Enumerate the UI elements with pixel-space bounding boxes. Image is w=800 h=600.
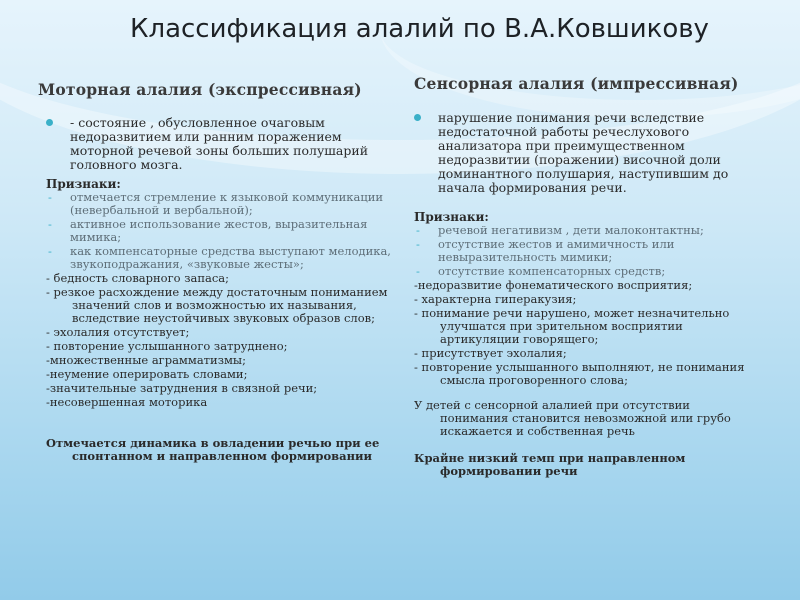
motor-alalia-definition (46, 116, 391, 172)
list-item: - речевой негативизм , дети малоконтактны; (414, 224, 754, 237)
list-item: - резкое расхождение между достаточным пониманием значений слов и возможностью их называния, вследствие неустойчивых звуковых образов слов; (46, 285, 388, 325)
motor-alalia-definition-text: - состояние , обусловленное очаговым недоразвитием или ранним поражением моторной речевой зоны больших полушарий головного мозга. (70, 115, 369, 172)
bullet-dot-icon (46, 119, 53, 126)
sensory-alalia-column (414, 111, 754, 478)
sensory-signs-list (414, 224, 754, 278)
list-item: - как компенсаторные средства выступают мелодика, звукоподражания, «звуковые жесты»; (46, 245, 391, 271)
list-item: - отсутствие компенсаторных средств; (414, 265, 754, 278)
list-item: -недоразвитие фонематического восприятия; (414, 278, 693, 292)
motor-alalia-column (46, 116, 391, 463)
sensory-alalia-definition (414, 111, 754, 195)
motor-signs-label: Признаки: (46, 177, 121, 191)
list-item: -неумение оперировать словами; (46, 367, 248, 381)
list-item: -множественные аграмматизмы; (46, 353, 246, 367)
list-item: - повторение услышанного затруднено; (46, 339, 288, 353)
list-item: - отмечается стремление к языковой коммуникации (невербальной и вербальной); (46, 191, 391, 217)
motor-alalia-heading: Моторная алалия (экспрессивная) (38, 80, 362, 99)
slide-title: Классификация алалий по В.А.Ковшикову (130, 14, 709, 44)
sensory-signs-label: Признаки: (414, 210, 489, 224)
sensory-alalia-heading: Сенсорная алалия (импрессивная) (414, 74, 739, 93)
list-item: - отсутствие жестов и амимичность или невыразительность мимики; (414, 238, 754, 264)
list-item: - активное использование жестов, выразительная мимика; (46, 218, 391, 244)
list-item: - повторение услышанного выполняют, не понимания смысла проговоренного слова; (414, 360, 745, 387)
list-item: -несовершенная моторика (46, 395, 208, 409)
sensory-speech-note: У детей с сенсорной алалией при отсутствии понимания становится невозможной или грубо искажается и собственная речь (414, 398, 731, 438)
motor-dynamics-note: Отмечается динамика в овладении речью при ее спонтанном и направленном формировании (46, 436, 380, 463)
list-item: -значительные затруднения в связной речи; (46, 381, 318, 395)
sensory-alalia-definition-text: нарушение понимания речи вследствие недостаточной работы речеслухового анализатора при преимущественном недоразвитии (поражении) височной доли доминантного полушария, наступившим до начала формирования речи. (438, 110, 729, 195)
list-item: - понимание речи нарушено, может незначительно улучшатся при зрительном восприятии артикуляции говорящего; (414, 306, 730, 346)
list-item: - присутствует эхолалия; (414, 346, 567, 360)
list-item: - бедность словарного запаса; (46, 271, 230, 285)
bullet-dot-icon (414, 114, 421, 121)
list-item: - эхолалия отсутствует; (46, 325, 190, 339)
list-item: - характерна гиперакузия; (414, 292, 577, 306)
motor-signs-list (46, 191, 391, 271)
sensory-tempo-note: Крайне низкий темп при направленном формировании речи (414, 451, 686, 478)
